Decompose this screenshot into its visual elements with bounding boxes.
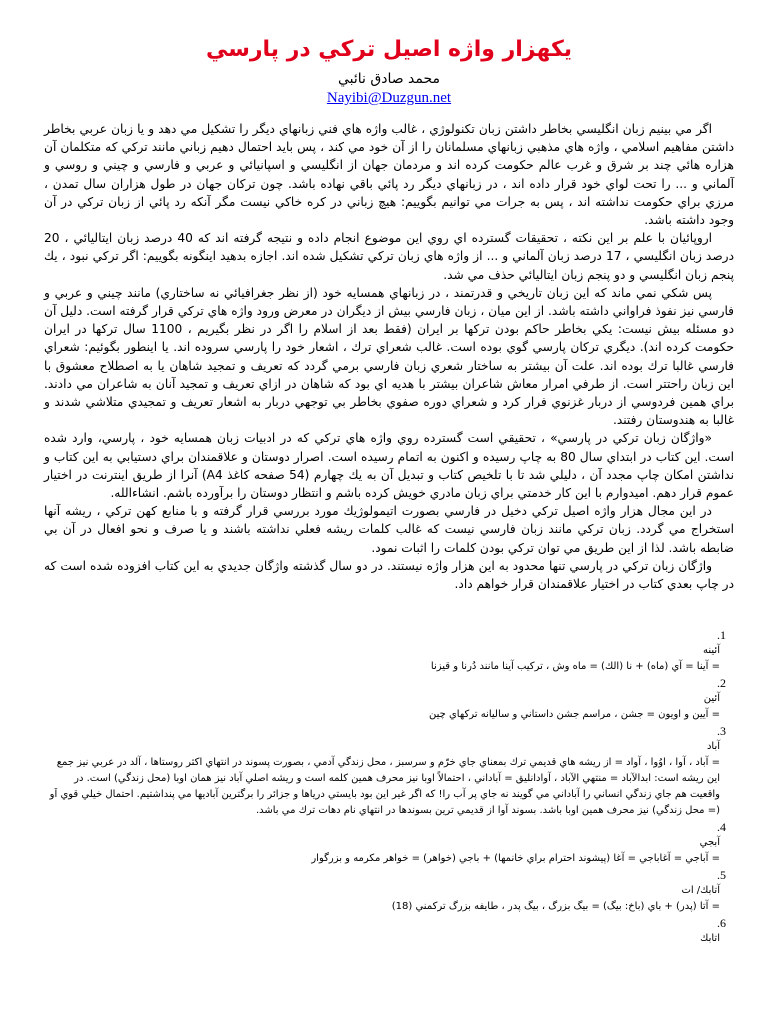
entry-word: آئين bbox=[703, 693, 720, 705]
glossary-entry bbox=[44, 819, 734, 867]
paragraph: واژگان زبان تركي در پارسي تنها محدود به اين هزار واژه نيستند. در دو سال گذشته واژگان جديدي به اين كتاب افزوده شده است كه در چاپ بعدي كتاب در اختيار علاقمندان قرار خواهم داد. bbox=[44, 558, 734, 592]
author-email-link[interactable]: Nayibi@Duzgun.net bbox=[326, 90, 452, 106]
glossary-entry bbox=[44, 915, 734, 947]
entry-number: 6. bbox=[717, 916, 726, 931]
glossary-entry bbox=[44, 867, 734, 915]
entry-definition: = آتا (پدر) + باي (باخ: بيگ) = بيگ بزرگ ، بيگ پدر ، طايفه بزرگ تركمني (18) bbox=[391, 901, 720, 913]
paragraph: اگر مي بينيم زبان انگليسي بخاطر داشتن زبان تكنولوژي ، غالب واژه هاي فني زبانهاي ديگر را تشكيل مي دهد و يا زبان عربي بخاطر داشتن مفاهيم اسلامي ، واژه هاي مذهبي زبانهاي مسلمانان را از آن خود مي كند ، پس بايد احتمال دهيم زباني مانند تركي كه متكلمان آن هزاره هائي چند بر شرق و غرب عالم حكومت كرده اند و مردمان جهان از انگليسي و اسپانيائي و عربي و فارسي و چيني و روسي و آلماني و ... را تحت لواي خود قرار داده اند ، در زبانهاي ديگر رد پائي باقي نهاده باشد. چون تركان جهان در طول هزاران سال تمدن ، مرزي براي حكومت نداشته اند ، پس به جرات مي توانيم بگوييم: هيچ زباني در كره خاكي نيست مگر آنكه رد پائي از زبان تركي در آن وجود داشته باشد. bbox=[44, 122, 734, 228]
entry-word: اتابك bbox=[700, 933, 720, 945]
entry-number: 2. bbox=[717, 676, 726, 691]
glossary-entry bbox=[44, 723, 734, 819]
entry-number: 4. bbox=[717, 820, 726, 835]
paragraph: اروپائيان با علم بر اين نكته ، تحقيقات گسترده اي روي اين موضوع انجام داده و نتيجه گرفته اند كه 40 درصد زبان ايتاليائي ، 20 درصد زبان انگليسي ، 17 درصد زبان آلماني و ... از واژه هاي زبان تركي تشكيل شده اند. اجازه بدهيد اينگونه بگوييم: اگر تركي نبود ، يك پنجم زبان انگليسي و دو پنجم زبان ايتاليائي حذف مي شد. bbox=[44, 231, 734, 282]
paragraph: پس شكي نمي ماند كه اين زبان تاريخي و قدرتمند ، در زبانهاي همسايه خود (از نظر جغرافيائي نه ساختاري) مانند چيني و عربي و فارسي نيز نفوذ فراواني داشته باشد. از اين ميان ، زبان فارسي بيش از ديگران در معرض ورود واژه هاي تركي قرار گرفته است. دليل آن دو مسئله بيش نيست: يكي بخاطر حاكم بودن تركها بر ايران (فقط بعد از اسلام را اگر در نظر بگيريم ، 1100 سال تركها در ايران حكومت كرده اند). ديگري تركان پارسي گوي بوده است. غالب شعراي ترك ، اشعار خود را پارسي سروده اند. يا اينطور بگوئيم: شعراي فارسي غالبا ترك بوده اند. علت آن بيشتر به ساختار شعري زبان فارسي برمي گردد كه تعريف و تمجيد شاهان يا به اصطلاح معشوق با اين زبان راحتتر است. از طرفي امرار معاش شاعران بيشتر با هديه اي بود كه شاهان در ازاي تعريف و تمجيد آنان به شاعران مي دادند. براي همين فردوسي از دربار غزنوي فرار كرد و شعراي دوره صفوي بخاطر بي توجهي دربار به اشعار تعريف و تمجيدي متلاشي شدند و غالبا به هندوستان رفتند. bbox=[44, 285, 734, 428]
entry-word: آبجي bbox=[699, 837, 720, 849]
paragraph: در اين مجال هزار واژه اصيل تركي دخيل در فارسي بصورت اتيمولوژيك مورد بررسي قرار گرفته و با منابع كهن تركي ، ريشه آنها استخراج مي گردد. زبان تركي مانند زبان فارسي نيست كه غالب كلمات ريشه فعلي نداشته باشند و يا صرف و نحو افعال در آن بي ضابطه باشد. لذا از اين طريق مي توان تركي بودن كلمات را اثبات نمود. bbox=[44, 504, 734, 555]
entry-word: آتابك/ ات bbox=[681, 885, 720, 897]
entry-definition: = آباجي = آغاباجي = آغا (پيشوند احترام براي خانمها) + باجي (خواهر) = خواهر مكرمه و بزرگوار bbox=[311, 853, 720, 865]
entry-word: آئينه bbox=[703, 645, 720, 657]
document-body bbox=[44, 120, 734, 593]
entry-definition: = آيين و اويون = جشن ، مراسم جشن داستاني و ساليانه تركهاي چين bbox=[428, 709, 720, 721]
glossary-entry bbox=[44, 675, 734, 723]
entry-word: آباد bbox=[706, 741, 720, 753]
glossary-entry bbox=[44, 627, 734, 675]
entry-number: 3. bbox=[717, 724, 726, 739]
entry-number: 1. bbox=[717, 628, 726, 643]
glossary-list bbox=[44, 627, 734, 947]
entry-definition: = آباد ، آوا ، اوُوا ، آواد = از ريشه هاي قديمي ترك بمعناي جاي خرّم و سرسبز ، محل زندگي آدمي ، بصورت پسوند در انتهاي اكثر روستاها ، آلد در عربي نيز جمع اين ريشه است: ابدالآباد = منتهي الآباد ، آوادانليق = آباداني ، احتمالاً اوبا نيز محرف همين كلمه است و ريشه اصلي آباد نيز همان اوبا (محل زندگي) است. در واقعيت هم جاي زندگي انساني را آباداني مي گويند نه جاي پر آب را! كه اگر غير اين بود بايستي درياها و جزائر را برگترين آباديها مي پنداشتيم. احتمال خيلي قوي اَو (= محل زندگي) نيز محرف همين اوبا باشد. بسوند آوا از قديمي ترين بسوندها در انتهاي نام دهات ترك مي باشد. bbox=[49, 757, 720, 817]
entry-definition: = آينا = آي (ماه) + نا (الك) = ماه وش ، تركيب آينا مانند دُرنا و قيزنا bbox=[430, 661, 720, 673]
author-name: محمد صادق نائبي bbox=[337, 71, 441, 87]
entry-number: 5. bbox=[717, 868, 726, 883]
document-title: يكهزار واژه اصيل تركي در پارسي bbox=[205, 37, 573, 62]
paragraph: «واژگان زبان تركي در پارسي» ، تحقيقي است گسترده روي واژه هاي تركي كه در ادبيات زبان همسايه خود ، پارسي، وارد شده است. اين كتاب در ابتداي سال 80 به چاپ رسيده و اكنون به اتمام رسيده است. اصرار دوستان و علاقمندان براي دستيابي به اين كتاب و نداشتن امكان چاپ مجدد آن ، دليلي شد تا با تلخيص كتاب و تبديل آن به يك چهارم (54 صفحه كاغذ A4) آنرا از طريق اينترنت در اختيار عموم قرار دهم. اميدوارم با اين كار خدمتي براي زبان مادري خويش كرده باشم و انتظار دوستان را برآورده باشم. انشاءالله. bbox=[44, 431, 734, 501]
